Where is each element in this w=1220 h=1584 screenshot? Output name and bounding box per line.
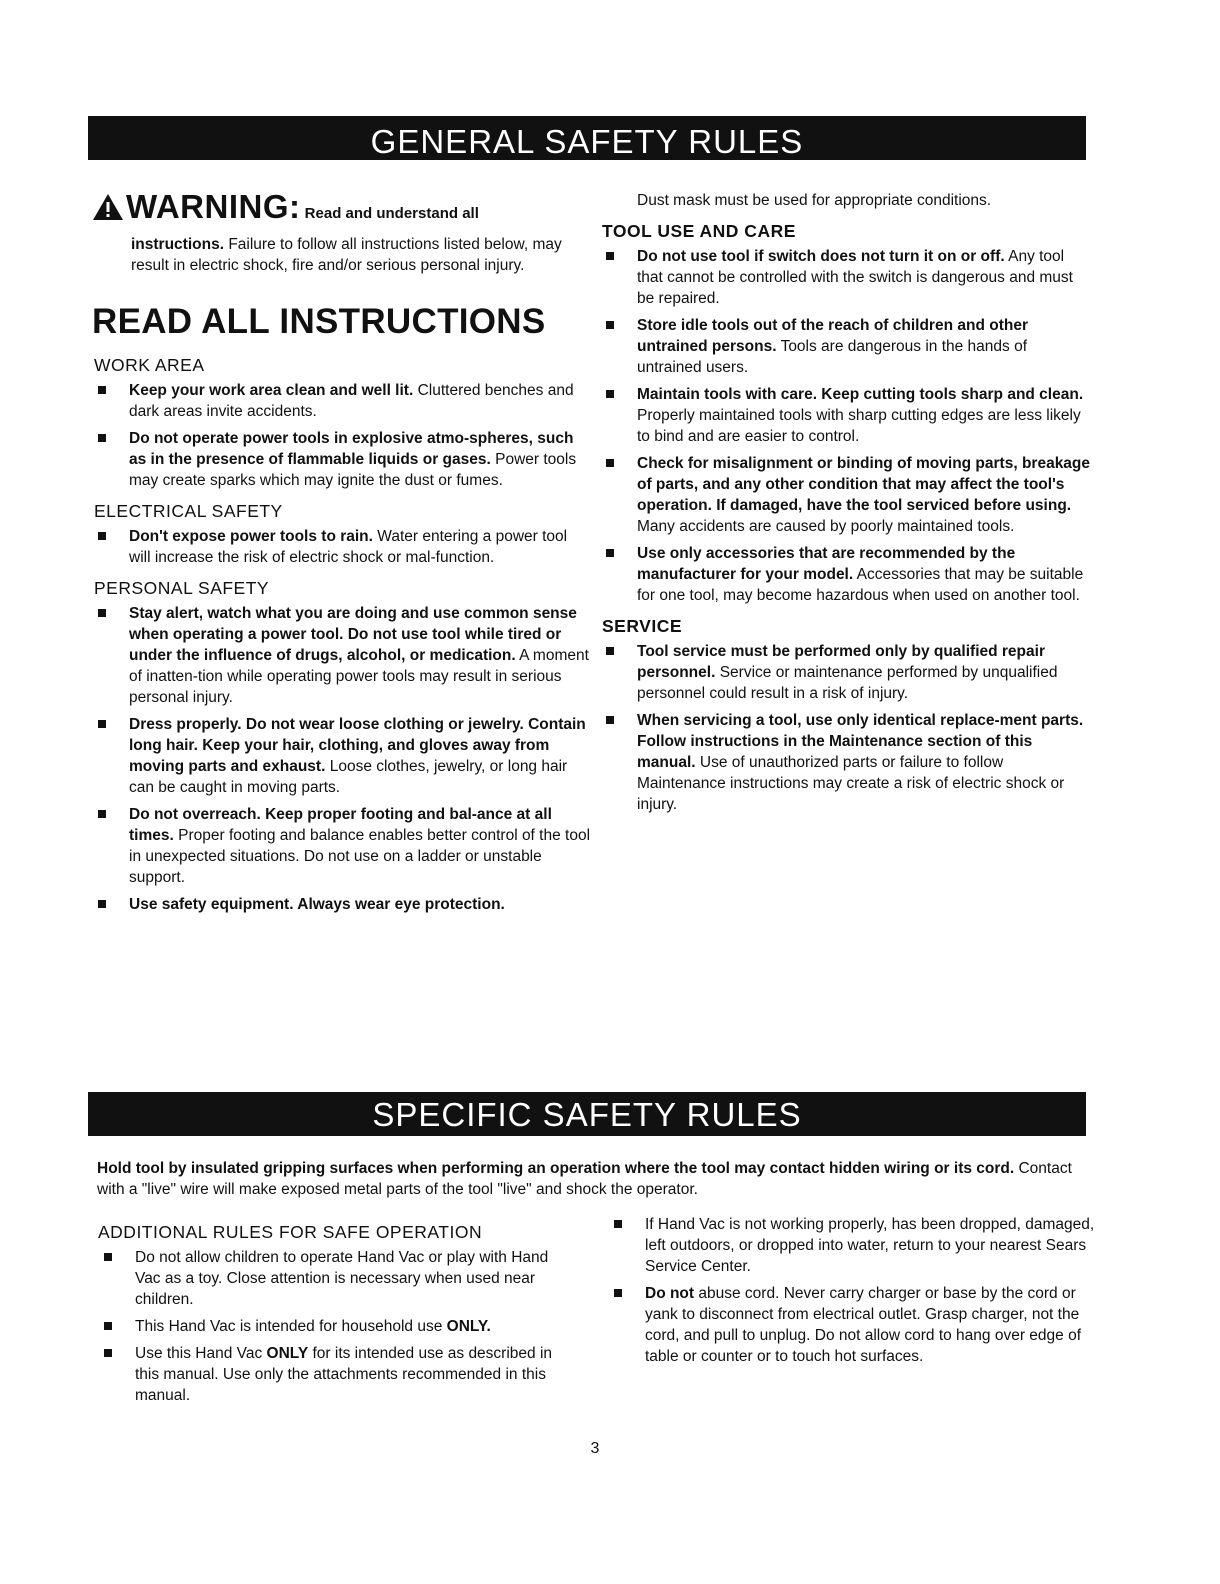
rule-text: Do not allow children to operate Hand Vac or play with Hand Vac as a toy. Close attention is necessary when used near children.: [135, 1249, 549, 1308]
electrical-safety-list: [92, 526, 592, 568]
rule-bold: Store idle tools out of the reach of children and other untrained persons.: [637, 317, 1028, 355]
rule-bold: Dress properly. Do not wear loose clothing or jewelry. Contain long hair. Keep your hair, clothing, and gloves away from moving parts and exhaust.: [129, 716, 586, 775]
warning-triangle-icon: [92, 193, 124, 234]
general-safety-rules-title: GENERAL SAFETY RULES: [370, 123, 804, 160]
rule-bold: Do not overreach. Keep proper footing and bal-ance at all times.: [129, 806, 552, 844]
rule-bold: Check for misalignment or binding of moving parts, breakage of parts, and any other condition that may affect the tool's operation. If damaged, have the tool serviced before using.: [637, 455, 1091, 514]
rule-bold: Use safety equipment. Always wear eye protection.: [129, 896, 505, 913]
read-all-instructions-heading: READ ALL INSTRUCTIONS: [92, 302, 546, 341]
rule-bold: Keep your work area clean and well lit.: [129, 382, 414, 399]
warning-label: WARNING: [126, 188, 289, 225]
rule-text: Loose clothes, jewelry, or long hair can be caught in moving parts.: [129, 758, 568, 796]
personal-safety-heading: PERSONAL SAFETY: [94, 578, 270, 598]
rule-bold: Do not operate power tools in explosive atmo-spheres, such as in the presence of flammable liquids or gases.: [129, 430, 574, 468]
rule-bold: Don't expose power tools to rain.: [129, 528, 373, 545]
rule-text: Cluttered benches and dark areas invite accidents.: [129, 382, 574, 420]
additional-right-column: [608, 1214, 1096, 1373]
rule-text: Water entering a power tool will increase the risk of electric shock or mal-function.: [129, 528, 568, 566]
work-area-list: [92, 380, 592, 491]
rule-text: for its intended use as described in this manual. Use only the attachments recommended in this manual.: [135, 1345, 553, 1404]
additional-rules-heading: ADDITIONAL RULES FOR SAFE OPERATION: [98, 1222, 483, 1242]
list-item: [92, 804, 592, 888]
rule-bold: Do not: [645, 1285, 695, 1302]
list-item: [600, 710, 1092, 815]
list-item: [98, 1316, 578, 1337]
warning-lead: Read and understand all: [304, 205, 479, 222]
additional-left-column: [98, 1212, 578, 1412]
rule-text: A moment of inatten-tion while operating power tools may result in serious personal injury.: [129, 647, 589, 706]
list-item: [600, 384, 1092, 447]
list-item: [608, 1283, 1096, 1367]
list-item: [92, 526, 592, 568]
list-item: [92, 894, 592, 915]
warning-colon: :: [289, 188, 301, 225]
page-number: 3: [590, 1440, 600, 1457]
personal-safety-list: [92, 603, 592, 915]
rule-bold: Tool service must be performed only by qualified repair personnel.: [637, 643, 1045, 681]
specific-intro-bold: Hold tool by insulated gripping surfaces when performing an operation where the tool may contact hidden wiring or its cord.: [97, 1160, 1015, 1177]
warning-body: [131, 234, 592, 276]
work-area-heading: WORK AREA: [94, 355, 205, 375]
rule-text: abuse cord. Never carry charger or base by the cord or yank to disconnect from electrical outlet. Grasp charger, not the cord, and pull to unplug. Do not allow cord to hang over edge of table or counter or to touch hot surfaces.: [645, 1285, 1082, 1365]
electrical-safety-heading: ELECTRICAL SAFETY: [94, 501, 283, 521]
specific-intro-paragraph: [97, 1158, 1077, 1200]
list-item: [92, 428, 592, 491]
list-item: [600, 246, 1092, 309]
specific-safety-rules-title: SPECIFIC SAFETY RULES: [372, 1096, 802, 1133]
list-item: [600, 315, 1092, 378]
list-item: [600, 453, 1092, 537]
rule-bold: ONLY: [266, 1345, 309, 1362]
rule-text: Properly maintained tools with sharp cutting edges are less likely to bind and are easier to control.: [637, 407, 1081, 445]
list-item: [92, 714, 592, 798]
right-column: [600, 190, 1092, 821]
rule-text: Proper footing and balance enables better control of the tool in unexpected situations. Do not use on a ladder or unstable support.: [129, 827, 591, 886]
list-item: [600, 641, 1092, 704]
general-safety-rules-banner: [88, 116, 1086, 160]
warning-lead-2: instructions.: [131, 236, 225, 253]
warning-heading: [92, 190, 592, 234]
list-item: [600, 543, 1092, 606]
rule-text: Power tools may create sparks which may ignite the dust or fumes.: [129, 451, 577, 489]
tool-use-heading: TOOL USE AND CARE: [602, 221, 796, 241]
list-item: [92, 380, 592, 422]
specific-intro-text: Contact with a "live" wire will make exposed metal parts of the tool "live" and shock the operator.: [97, 1160, 1072, 1198]
specific-safety-rules-banner: [88, 1092, 1086, 1136]
rule-bold: Do not use tool if switch does not turn it on or off.: [637, 248, 1005, 265]
rule-text: Use of unauthorized parts or failure to follow Maintenance instructions may create a risk of electric shock or injury.: [637, 754, 1065, 813]
rule-bold: Stay alert, watch what you are doing and use common sense when operating a power tool. Do not use tool while tired or under the influence of drugs, alcohol, or medication.: [129, 605, 577, 664]
list-item: [92, 603, 592, 708]
rule-text: If Hand Vac is not working properly, has been dropped, damaged, left outdoors, or dropped into water, return to your nearest Sears Service Center.: [645, 1216, 1095, 1275]
rule-bold: Use only accessories that are recommended by the manufacturer for your model.: [637, 545, 1016, 583]
rule-text: Service or maintenance performed by unqualified personnel could result in a risk of injury.: [637, 664, 1058, 702]
left-column: [92, 190, 592, 921]
list-item: [98, 1343, 578, 1406]
service-list: [600, 641, 1092, 815]
rule-text: This Hand Vac is intended for household use: [135, 1318, 443, 1335]
list-item: [608, 1214, 1096, 1277]
list-item: [98, 1247, 578, 1310]
rule-bold: Maintain tools with care. Keep cutting tools sharp and clean.: [637, 386, 1084, 403]
rule-text: Any tool that cannot be controlled with the switch is dangerous and must be repaired.: [637, 248, 1073, 307]
rule-bold: When servicing a tool, use only identical replace-ment parts. Follow instructions in the Maintenance section of this manual.: [637, 712, 1084, 771]
additional-rules-list-left: [98, 1247, 578, 1406]
service-heading: SERVICE: [602, 616, 683, 636]
rule-bold: ONLY.: [446, 1318, 491, 1335]
tool-use-list: [600, 246, 1092, 606]
rule-text: Tools are dangerous in the hands of untrained users.: [637, 338, 1028, 376]
rule-text: Accessories that may be suitable for one tool, may become hazardous when used on another tool.: [637, 566, 1084, 604]
dust-mask-text: Dust mask must be used for appropriate conditions.: [637, 192, 992, 209]
additional-rules-list-right: [608, 1214, 1096, 1367]
rule-text: Many accidents are caused by poorly maintained tools.: [637, 518, 1015, 535]
rule-text: Use this Hand Vac: [135, 1345, 263, 1362]
warning-text: Failure to follow all instructions listed below, may result in electric shock, fire and/or serious personal injury.: [131, 236, 562, 274]
